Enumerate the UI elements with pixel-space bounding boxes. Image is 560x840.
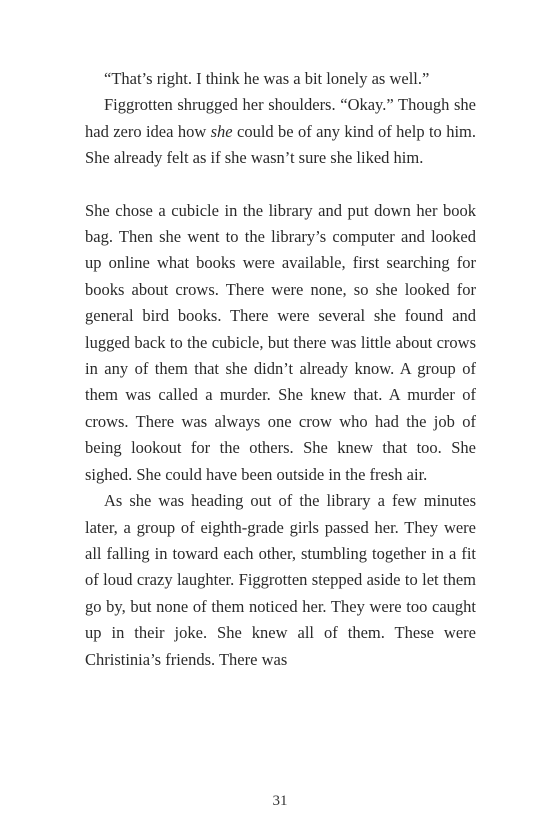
body-text: [85, 66, 476, 673]
paragraph-eighth-grade-girls: As she was heading out of the library a few minutes later, a group of eighth-grade girls passed her. They were all falling in toward each other, stumbling together in a fit of loud crazy laughter. Figgrotten stepped aside to let them go by, but none of them noticed her. They were too caught up in their joke. She knew all of them. These were Christinia’s friends. There was: [85, 491, 476, 669]
page-number: 31: [272, 793, 288, 809]
paragraph-shrug: [85, 92, 476, 171]
paragraph-library: She chose a cubicle in the library and put down her book bag. Then she went to the library’s computer and looked up online what books were available, first searching for books about crows. There were none, so she looked for general bird books. There were several she found and lugged back to the cubicle, but there was little about crows in any of them that she didn’t already know. A group of them was called a murder. She knew that. A murder of crows. There was always one crow who had the job of being lookout for the others. She knew that too. She sighed. She could have been outside in the fresh air.: [85, 200, 476, 484]
section-break: [85, 172, 476, 198]
paragraph-shrug-text-start: Figgrotten shrugged her shoulders. “Okay.” Though she had zero idea how: [85, 95, 476, 141]
paragraph-shrug-text-end: could be of any kind of help to him. She already felt as if she wasn’t sure she liked him.: [85, 121, 476, 168]
paragraph-dialogue: “That’s right. I think he was a bit lonely as well.”: [104, 69, 430, 88]
emphasized-word: she: [210, 121, 233, 141]
